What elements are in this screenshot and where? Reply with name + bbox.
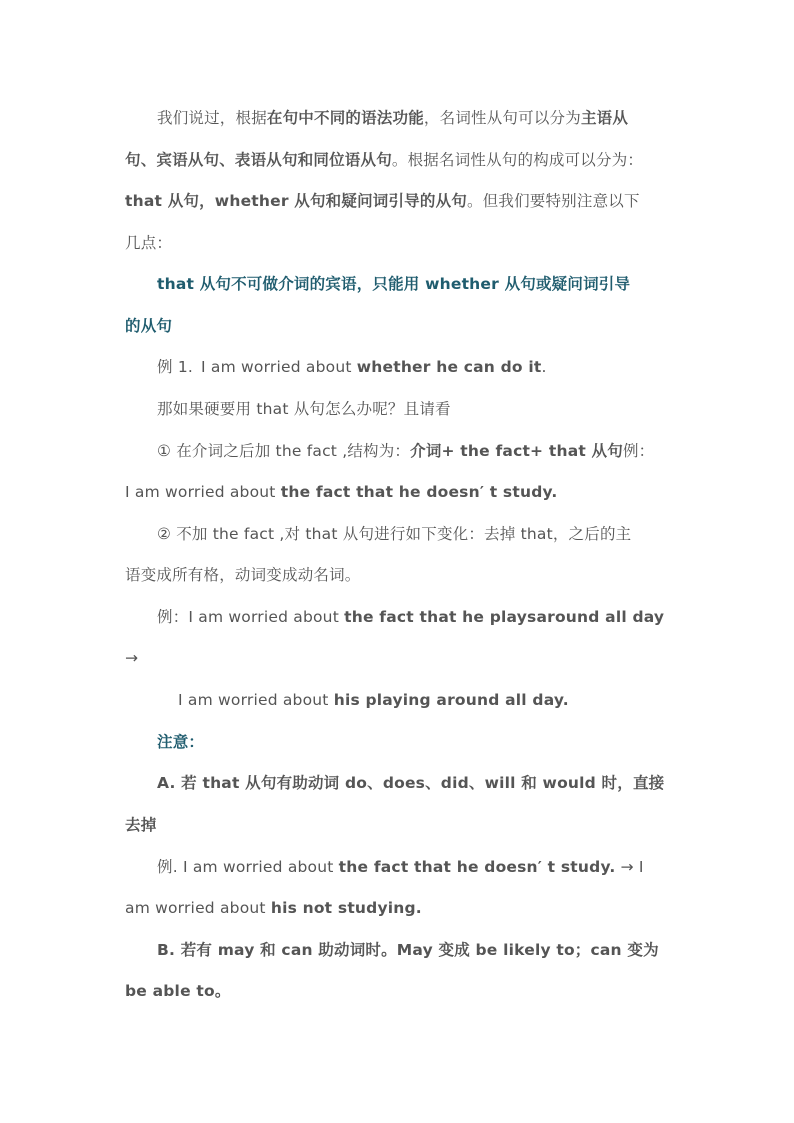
- emphasis-text: 主语从: [580, 109, 629, 127]
- emphasis-text: 在句中不同的语法功能: [266, 109, 424, 127]
- text: ，名词性从句可以分为: [423, 109, 581, 127]
- text: 语变成所有格，动词变成动名词。: [125, 566, 361, 584]
- note-title: [157, 732, 717, 752]
- example-label: 例 1.: [157, 358, 194, 376]
- text: I am worried about: [201, 358, 357, 376]
- emphasis-text: his playing around all day.: [333, 691, 569, 709]
- note-b-line-2: [125, 981, 685, 1001]
- note-a-example-line-1: [157, 857, 717, 877]
- heading-text: 的从句: [125, 317, 173, 335]
- emphasis-text: his not studying.: [270, 899, 422, 917]
- paragraph-intro-line-4: [125, 233, 685, 253]
- emphasis-text: the fact that he playsaround all day: [344, 608, 665, 626]
- note-a-example-line-2: [125, 898, 685, 918]
- emphasis-text: whether he can do it: [356, 358, 542, 376]
- text: I am worried about: [125, 483, 281, 501]
- emphasis-text: be able to。: [125, 982, 231, 1000]
- text: → I: [615, 858, 644, 876]
- text: 那如果硬要用 that 从句怎么办呢？且请看: [157, 400, 451, 418]
- text: ① 在介词之后加 the fact ,结构为：: [157, 442, 411, 460]
- text: am worried about: [125, 899, 271, 917]
- paragraph-intro-line-3: [125, 191, 685, 211]
- emphasis-text: the fact that he doesn′ t study.: [338, 858, 616, 876]
- heading-text: that 从句不可做介词的宾语，只能用 whether 从句或疑问词引导: [157, 275, 631, 293]
- emphasis-text: 介词+ the fact+ that 从句: [410, 442, 623, 460]
- example-2-line-1: [157, 607, 717, 627]
- item-2-line-1: [157, 524, 717, 544]
- example-1: [157, 357, 717, 377]
- text: 。但我们要特别注意以下: [466, 192, 640, 210]
- text: 例. I am worried about: [157, 858, 339, 876]
- section-heading-line-1: [157, 274, 717, 294]
- heading-text: 注意：: [157, 733, 205, 751]
- emphasis-text: A. 若 that 从句有助动词 do、does、did、will 和 would 时，直接: [157, 774, 665, 792]
- example-2-arrow: [125, 648, 685, 668]
- note-a-line-2: [125, 815, 685, 835]
- question-line: [157, 399, 717, 419]
- item-2-line-2: [125, 565, 685, 585]
- text: 几点：: [125, 234, 173, 252]
- emphasis-text: 去掉: [125, 816, 157, 834]
- section-heading-line-2: [125, 316, 685, 336]
- text: 例：I am worried about: [157, 608, 345, 626]
- paragraph-intro-line-2: [125, 150, 685, 170]
- item-1-line-1: [157, 441, 717, 461]
- emphasis-text: 句、宾语从句、表语从句和同位语从句: [125, 151, 392, 169]
- emphasis-text: that 从句，whether 从句和疑问词引导的从句: [125, 192, 467, 210]
- emphasis-text: the fact that he doesn′ t study.: [280, 483, 558, 501]
- example-2-line-3: [178, 690, 738, 710]
- arrow-icon: →: [125, 649, 139, 667]
- text: I am worried about: [178, 691, 334, 709]
- text: 。根据名词性从句的构成可以分为：: [391, 151, 644, 169]
- paragraph-intro-line-1: [157, 108, 717, 128]
- item-1-line-2: [125, 482, 685, 502]
- text: 我们说过，根据: [157, 109, 267, 127]
- text: .: [541, 358, 547, 376]
- note-a-line-1: [157, 773, 717, 793]
- note-b-line-1: [157, 940, 717, 960]
- text: 例：: [622, 442, 655, 460]
- text: ② 不加 the fact ,对 that 从句进行如下变化：去掉 that，之后的主: [157, 525, 632, 543]
- emphasis-text: B. 若有 may 和 can 助动词时。May 变成 be likely to；can 变为: [157, 941, 659, 959]
